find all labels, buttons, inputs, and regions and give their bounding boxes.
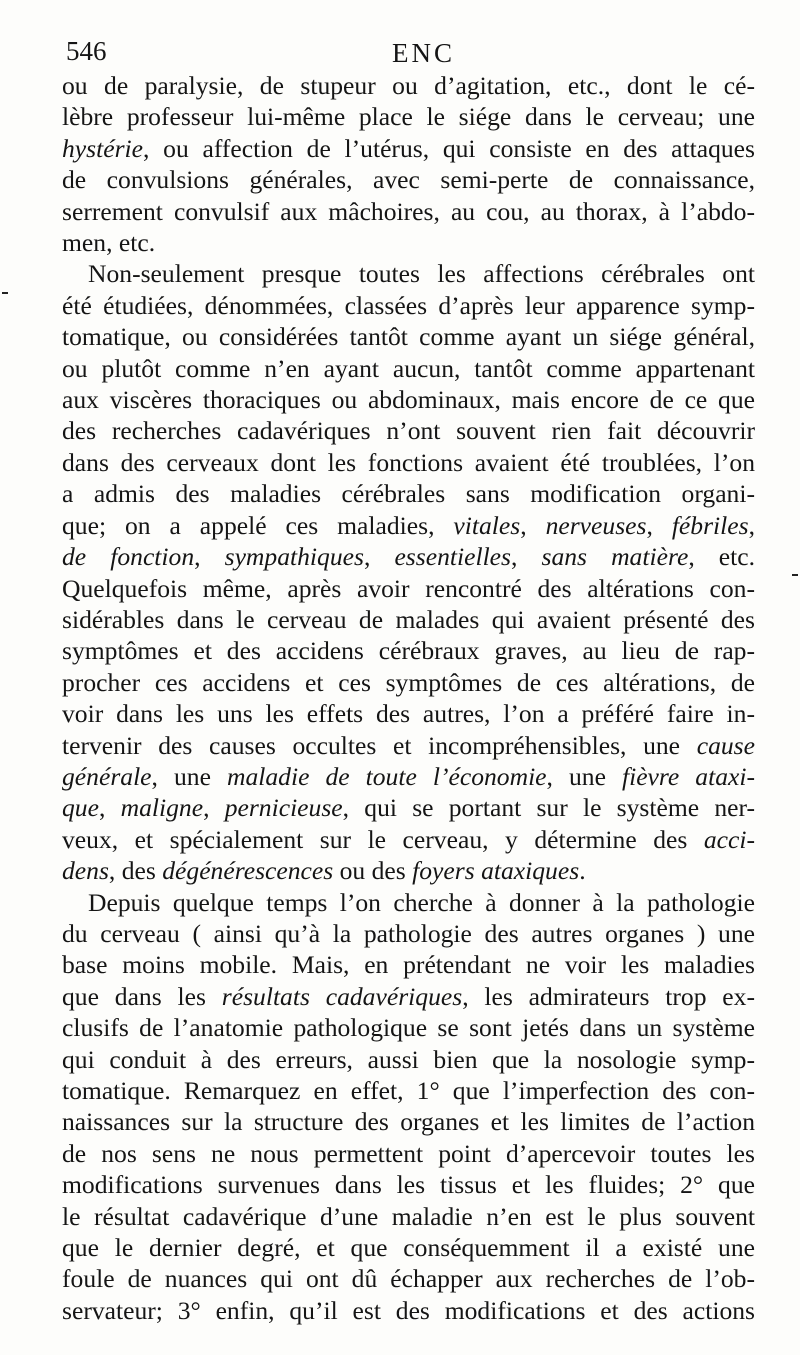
text-line <box>62 855 755 886</box>
text-line <box>62 447 755 478</box>
page-number: 546 <box>66 36 107 66</box>
italic-term: foyers ataxiques <box>412 856 580 886</box>
italic-term: sans matière <box>541 542 689 572</box>
italic-term: hystérie <box>62 133 144 163</box>
text-line <box>62 667 755 698</box>
text-line <box>62 887 755 918</box>
text-run: de convulsions générales, avec semi-perte de connaissance, <box>62 165 755 195</box>
text-line <box>62 415 755 446</box>
italic-term: nerveuses <box>545 510 647 540</box>
text-run: Depuis quelque temps l’on cherche à donner à la pathologie <box>88 887 755 917</box>
text-run: servateur; 3° enfin, qu’il est des modifications et des actions <box>62 1295 755 1325</box>
text-run: que; on a appelé ces maladies, <box>62 510 454 540</box>
text-line <box>62 541 755 572</box>
text-line <box>62 101 755 132</box>
text-line <box>62 949 755 980</box>
text-run: , <box>748 510 755 540</box>
text-line <box>62 635 755 666</box>
italic-term: sympathiques <box>224 542 364 572</box>
text-line <box>62 1044 755 1075</box>
text-run: naissances sur la structure des organes et les limites de l’action <box>62 1107 755 1137</box>
running-head: ENC <box>392 38 455 68</box>
text-run: veux, et spécialement sur le cerveau, y détermine des <box>62 824 704 854</box>
text-line <box>62 792 755 823</box>
text-run: que le dernier degré, et que conséquemment il a existé une <box>62 1233 755 1263</box>
text-run: , <box>194 542 225 572</box>
text-run: , des <box>108 856 163 886</box>
italic-term: essentielles <box>394 542 511 572</box>
text-run: , etc. <box>688 542 756 572</box>
italic-term: dens <box>62 856 109 886</box>
body-text <box>62 70 755 1326</box>
italic-term: pernicieuse <box>224 793 343 823</box>
paragraph <box>62 258 755 886</box>
text-line <box>62 384 755 415</box>
paragraph <box>62 887 755 1327</box>
text-line <box>62 573 755 604</box>
text-run: des recherches cadavériques n’ont souvent rien fait découvrir <box>62 416 755 446</box>
text-line <box>62 1075 755 1106</box>
text-line <box>62 1232 755 1263</box>
text-line <box>62 478 755 509</box>
text-run: tomatique, ou considérées tantôt comme ayant un siége général, <box>62 322 755 352</box>
italic-term: fièvre ataxi- <box>621 761 756 791</box>
text-line <box>62 258 755 289</box>
text-run: du cerveau ( ainsi qu’à la pathologie des autres organes ) une <box>62 918 755 948</box>
italic-term: fébriles <box>671 510 749 540</box>
text-line <box>62 1201 755 1232</box>
text-run: procher ces accidens et ces symptômes de ces altérations, de <box>62 667 755 697</box>
text-run: , ou affection de l’utérus, qui consiste en des attaques <box>143 133 755 163</box>
text-run: ou de paralysie, de stupeur ou d’agitation, etc., dont le cé- <box>62 71 755 100</box>
text-run: , <box>363 542 395 572</box>
text-line <box>62 321 755 352</box>
italic-term: générale <box>62 761 152 791</box>
text-line <box>62 824 755 855</box>
text-run: qui conduit à des erreurs, aussi bien que la nosologie symp- <box>62 1044 755 1074</box>
text-line <box>62 761 755 792</box>
text-line <box>62 981 755 1012</box>
text-run: , une <box>151 761 227 791</box>
text-run: ou plutôt comme n’en ayant aucun, tantôt comme appartenant <box>62 353 755 383</box>
text-line <box>62 1106 755 1137</box>
text-line <box>62 1263 755 1294</box>
text-run: , <box>646 510 672 540</box>
italic-term: vitales <box>453 510 521 540</box>
text-run: symptômes et des accidens cérébraux graves, au lieu de rap- <box>62 636 755 666</box>
italic-term: maligne <box>120 793 204 823</box>
text-run: tomatique. Remarquez en effet, 1° que l’imperfection des con- <box>62 1076 755 1105</box>
text-run: modifications survenues dans les tissus et les fluides; 2° que <box>62 1170 755 1200</box>
text-line <box>62 1138 755 1169</box>
text-run: , <box>520 510 546 540</box>
text-run: , les admirateurs trop ex- <box>462 981 755 1011</box>
text-line <box>62 227 755 258</box>
text-line <box>62 164 755 195</box>
text-run: été étudiées, dénommées, classées d’après leur apparence symp- <box>62 290 755 320</box>
margin-mark <box>2 292 8 294</box>
margin-mark <box>792 574 798 576</box>
text-line <box>62 70 755 101</box>
text-run: Quelquefois même, après avoir rencontré des altérations con- <box>62 573 755 603</box>
text-run: tervenir des causes occultes et incompréhensibles, une <box>62 730 697 760</box>
text-line <box>62 730 755 761</box>
text-run: serrement convulsif aux mâchoires, au cou, au thorax, à l’abdo- <box>62 196 755 226</box>
text-run: , <box>511 542 542 572</box>
italic-term: cause <box>696 730 755 760</box>
text-run: , <box>98 793 121 823</box>
italic-term: dégénérescences <box>162 856 334 886</box>
paragraph <box>62 70 755 258</box>
text-line <box>62 353 755 384</box>
text-line <box>62 604 755 635</box>
text-run: aux viscères thoraciques ou abdominaux, mais encore de ce que <box>62 385 755 415</box>
text-run: que dans les <box>62 981 222 1011</box>
text-line <box>62 1012 755 1043</box>
text-run: lèbre professeur lui-même place le siége dans le cerveau; une <box>62 102 755 132</box>
text-line <box>62 698 755 729</box>
text-line <box>62 510 755 541</box>
text-run: Non-seulement presque toutes les affections cérébrales ont <box>88 259 755 289</box>
text-run: men, etc. <box>62 228 156 258</box>
text-run: dans des cerveaux dont les fonctions avaient été troublées, l’on <box>62 447 755 477</box>
italic-term: maladie de toute l’économie <box>226 761 547 791</box>
text-run: a admis des maladies cérébrales sans modification organi- <box>62 479 755 509</box>
text-run: foule de nuances qui ont dû échapper aux recherches de l’ob- <box>62 1264 755 1294</box>
text-line <box>62 1169 755 1200</box>
text-line <box>62 196 755 227</box>
italic-term: de fonction <box>62 542 195 572</box>
text-run: base moins mobile. Mais, en prétendant ne voir les maladies <box>62 950 755 980</box>
italic-term: que <box>62 793 99 823</box>
italic-term: acci- <box>703 824 755 854</box>
page-header <box>62 26 748 70</box>
text-line <box>62 290 755 321</box>
text-run: sidérables dans le cerveau de malades qui avaient présenté des <box>62 604 755 634</box>
text-run: , <box>203 793 225 823</box>
text-run: clusifs de l’anatomie pathologique se sont jetés dans un système <box>62 1013 755 1043</box>
text-run: , qui se portant sur le système ner- <box>342 793 756 823</box>
text-run: voir dans les uns les effets des autres, l’on a préféré faire in- <box>62 699 755 729</box>
text-run: ou des <box>333 856 413 886</box>
text-run: le résultat cadavérique d’une maladie n’en est le plus souvent <box>62 1201 755 1231</box>
text-run: , une <box>546 761 622 791</box>
text-run: . <box>579 856 586 886</box>
text-line <box>62 133 755 164</box>
italic-term: résultats cadavériques <box>221 981 463 1011</box>
text-line <box>62 1295 755 1326</box>
text-run: de nos sens ne nous permettent point d’apercevoir toutes les <box>62 1138 755 1168</box>
text-line <box>62 918 755 949</box>
